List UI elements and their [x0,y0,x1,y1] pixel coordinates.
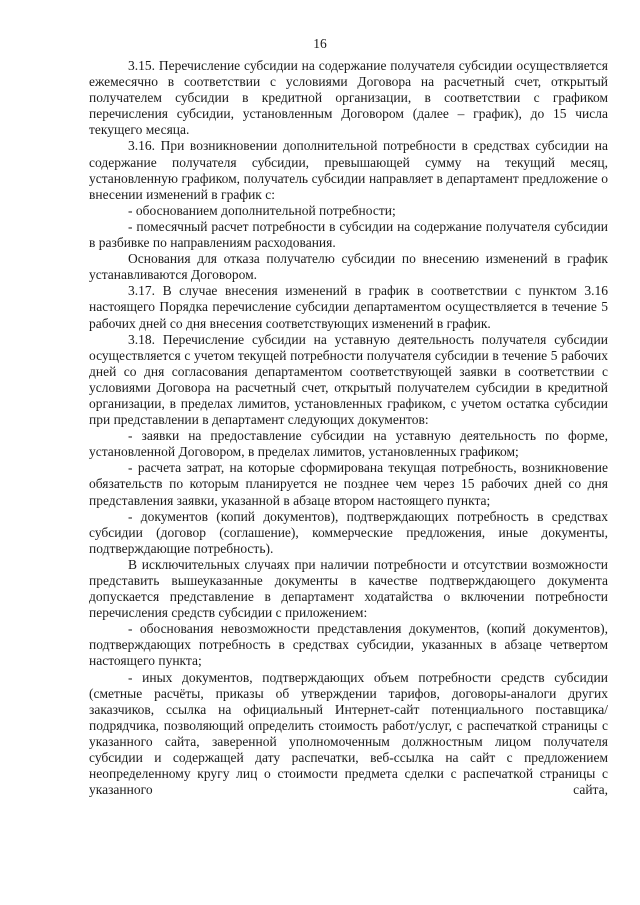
paragraph-3-18: 3.18. Перечисление субсидии на уставную деятельность получателя субсидии осуществляется с учетом текущей потребности получателя субсидии в течение 5 рабочих дней со дня согласования департаментом соответствующей заявки в соответствии с условиями Договора на расчетный счет, открытый получателем субсидии в кредитной организации, в пределах лимитов, установленных графиком, с учетом остатка субсидии при представлении в департамент следующих документов: [89,331,608,428]
paragraph: Основания для отказа получателю субсидии по внесению изменений в график устанавливаются Договором. [89,251,608,283]
list-item: - обоснования невозможности представления документов, (копий документов), подтверждающих потребность в средствах субсидии, указанных в абзаце четвертом настоящего пункта; [89,621,608,669]
list-item: - заявки на предоставление субсидии на уставную деятельность по форме, установленной Договором, в пределах лимитов, установленных графиком; [89,428,608,460]
document-body [89,58,608,798]
paragraph-3-16: 3.16. При возникновении дополнительной потребности в средствах субсидии на содержание получателя субсидии, превышающей сумму на текущий месяц, установленную графиком, получатель субсидии направляет в департамент предложение о внесении изменений в график с: [89,138,608,202]
paragraph: В исключительных случаях при наличии потребности и отсутствии возможности представить вышеуказанные документы в качестве подтверждающего документа допускается представление в департамент ходатайства о включении потребности перечисления средств субсидии с приложением: [89,556,608,621]
list-item: - помесячный расчет потребности в субсидии на содержание получателя субсидии в разбивке по направлениям расходования. [89,218,608,251]
list-item: - расчета затрат, на которые сформирована текущая потребность, возникновение обязательств по которым планируется не позднее чем через 15 рабочих дней со дня представления заявки, указанной в абзаце втором настоящего пункта; [89,460,608,508]
list-item: - иных документов, подтверждающих объем потребности средств субсидии (сметные расчёты, приказы об утверждении тарифов, договоры-аналоги других заказчиков, ссылка на официальный Интернет-сайт потенциального поставщика/подрядчика, позволяющий определить стоимость работ/услуг, с распечаткой страницы с указанного сайта, заверенной уполномоченным должностным лицом получателя субсидии и содержащей дату распечатки, веб-ссылка на сайт с предложением неопределенному кругу лиц о стоимости предмета сделки с распечаткой страницы с указанного сайта, [89,669,608,798]
paragraph-3-15: 3.15. Перечисление субсидии на содержание получателя субсидии осуществляется ежемесячно в соответствии с условиями Договора на расчетный счет, открытый получателем субсидии в кредитной организации, в соответствии с графиком перечисления субсидии, установленным Договором (далее – график), до 15 числа текущего месяца. [89,58,608,138]
list-item: - обоснованием дополнительной потребности; [128,202,396,218]
page-number: 16 [313,36,327,51]
paragraph-3-17: 3.17. В случае внесения изменений в график в соответствии с пунктом 3.16 настоящего Порядка перечисление субсидии департаментом осуществляется в течение 5 рабочих дней со дня внесения соответствующих изменений в график. [89,283,608,331]
list-item: - документов (копий документов), подтверждающих потребность в средствах субсидии (договор (соглашение), коммерческие предложения, иные документы, подтверждающие потребность). [89,508,608,556]
